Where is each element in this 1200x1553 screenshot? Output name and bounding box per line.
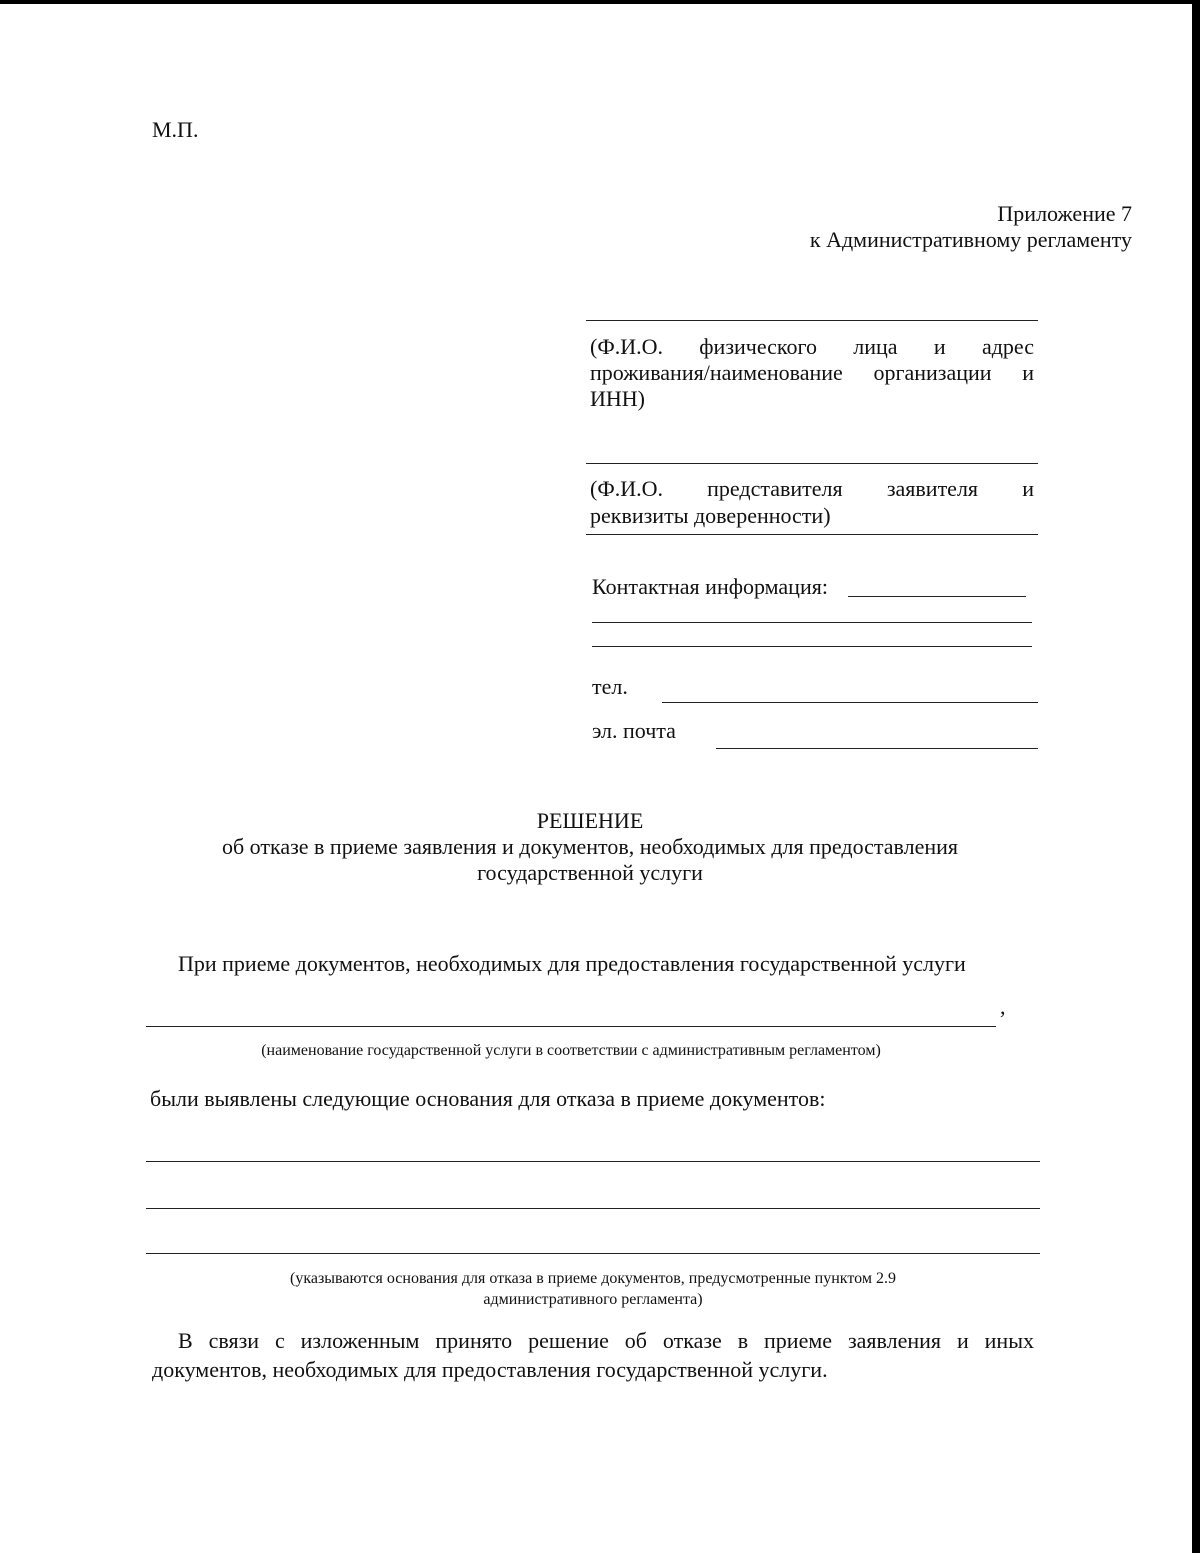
representative-bottom-line bbox=[586, 534, 1038, 535]
service-name-line bbox=[146, 1026, 996, 1027]
grounds-hint-line1: (указываются основания для отказа в приеме документов, предусмотренные пунктом 2.9 bbox=[290, 1270, 896, 1287]
scan-edge-right bbox=[1192, 0, 1200, 1553]
service-name-comma: , bbox=[1000, 994, 1006, 1019]
grounds-line2 bbox=[146, 1208, 1040, 1209]
decision-title: РЕШЕНИЕ bbox=[536, 808, 644, 833]
representative-hint-line2: реквизиты доверенности) bbox=[590, 503, 831, 528]
scan-edge-top bbox=[0, 0, 1200, 4]
grounds-line1 bbox=[146, 1161, 1040, 1162]
conclusion-line2: документов, необходимых для предоставления государственной услуги. bbox=[152, 1357, 828, 1382]
contact-info-label: Контактная информация: bbox=[592, 574, 828, 599]
decision-subtitle-line1: об отказе в приеме заявления и документов, необходимых для предоставления bbox=[221, 834, 959, 859]
intro-text: При приеме документов, необходимых для предоставления государственной услуги bbox=[178, 951, 966, 976]
representative-hint-line1: (Ф.И.О. представителя заявителя и bbox=[590, 476, 1034, 501]
grounds-hint-line2: административного регламента) bbox=[483, 1291, 703, 1308]
service-name-hint: (наименование государственной услуги в соответствии с административным регламентом) bbox=[261, 1042, 881, 1059]
contact-info-line2 bbox=[592, 622, 1032, 623]
grounds-line3 bbox=[146, 1253, 1040, 1254]
decision-subtitle-line2: государственной услуги bbox=[477, 860, 703, 885]
contact-info-line1 bbox=[848, 596, 1026, 597]
phone-label: тел. bbox=[592, 674, 628, 699]
appendix-regulation: к Административному регламенту bbox=[809, 227, 1132, 252]
email-line bbox=[716, 748, 1038, 749]
email-label: эл. почта bbox=[592, 718, 676, 743]
stamp-place-label: М.П. bbox=[152, 117, 199, 142]
applicant-hint-line3: ИНН) bbox=[590, 386, 645, 411]
appendix-number: Приложение 7 bbox=[997, 201, 1132, 226]
grounds-label: были выявлены следующие основания для отказа в приеме документов: bbox=[150, 1086, 826, 1111]
conclusion-line1: В связи с изложенным принято решение об отказе в приеме заявления и иных bbox=[178, 1328, 1034, 1353]
applicant-hint-line1: (Ф.И.О. физического лица и адрес bbox=[590, 334, 1034, 359]
applicant-line bbox=[586, 320, 1038, 321]
phone-line bbox=[662, 702, 1038, 703]
contact-info-line3 bbox=[592, 646, 1032, 647]
applicant-hint-line2: проживания/наименование организации и bbox=[590, 360, 1034, 385]
representative-line bbox=[586, 463, 1038, 464]
